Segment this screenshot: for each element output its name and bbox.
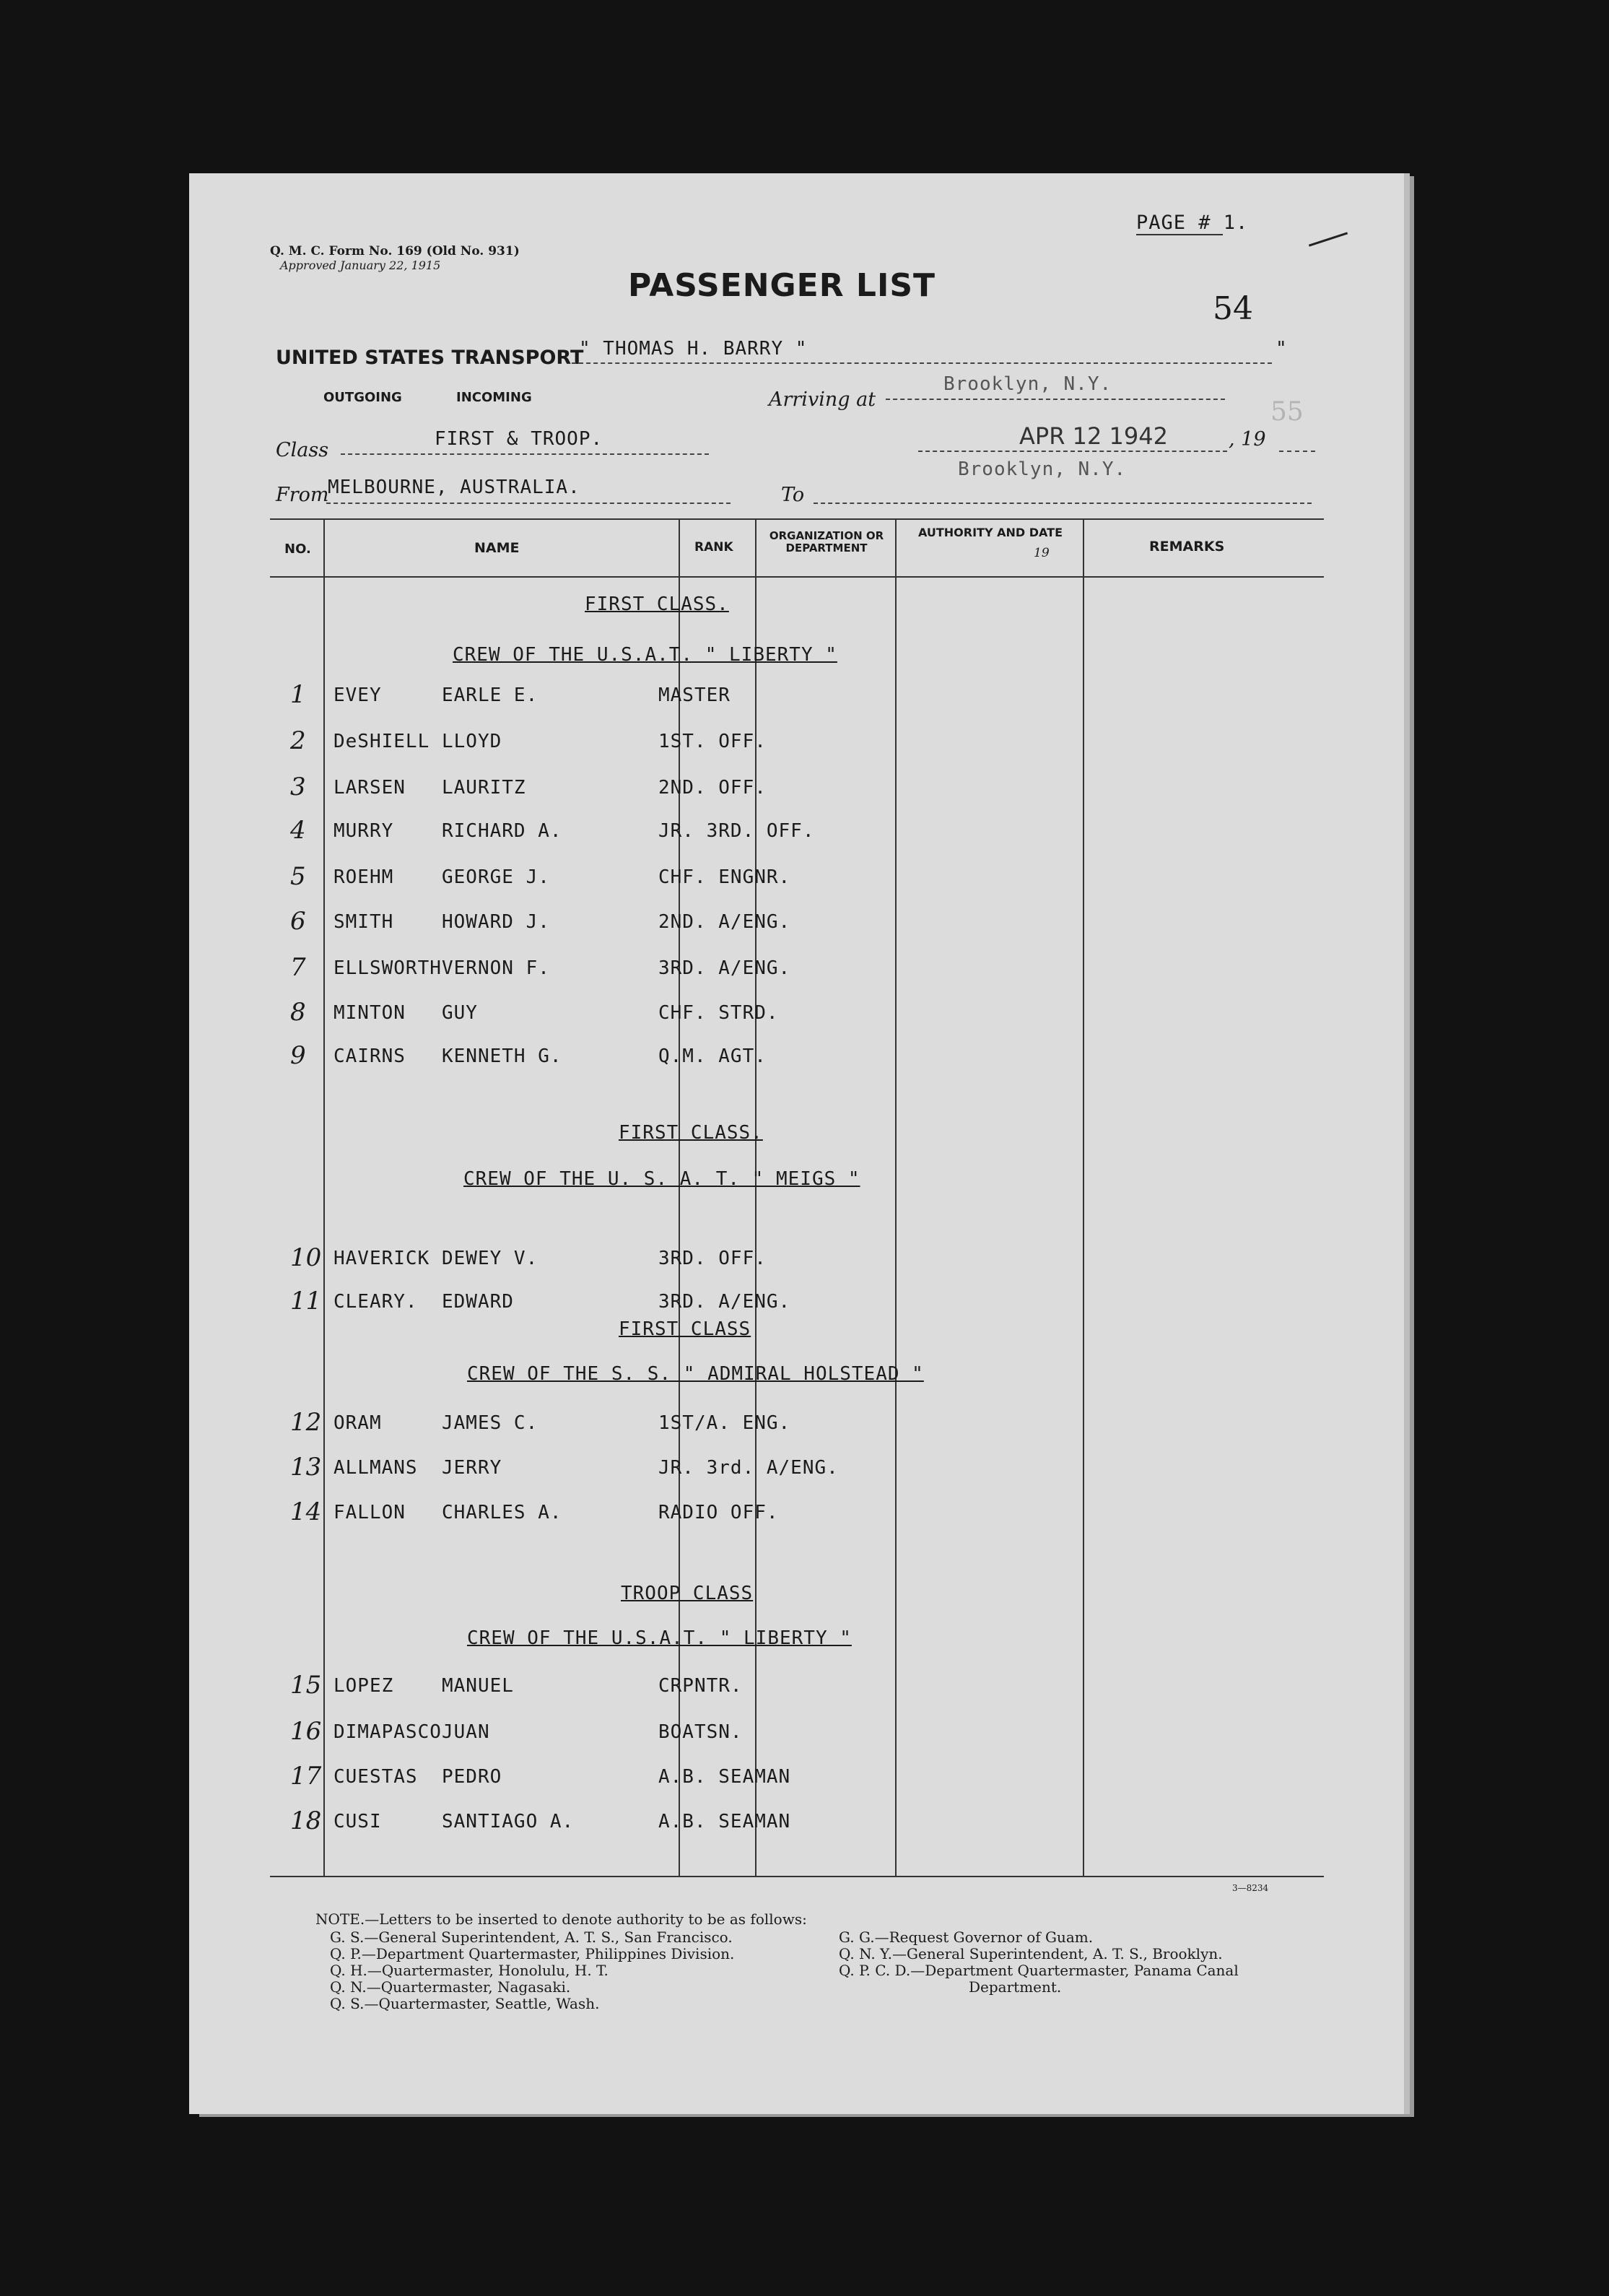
- note-right-3: Q. P. C. D.—Department Quartermaster, Panama Canal: [839, 1962, 1239, 1979]
- row-surname: HAVERICK: [333, 1248, 430, 1269]
- row-number: 7: [290, 953, 306, 982]
- transport-value: " THOMAS H. BARRY ": [579, 338, 808, 360]
- row-given-name: RICHARD A.: [442, 820, 562, 842]
- class-value: FIRST & TROOP.: [435, 428, 603, 450]
- row-surname: ORAM: [333, 1412, 382, 1434]
- note-left-5: Q. S.—Quartermaster, Seattle, Wash.: [330, 1995, 600, 2012]
- note-right-4: Department.: [969, 1978, 1062, 1996]
- table-header-rule: [270, 576, 1324, 578]
- row-given-name: GEORGE J.: [442, 866, 550, 888]
- row-given-name: KENNETH G.: [442, 1045, 562, 1067]
- col-divider-no: [323, 518, 325, 1877]
- transport-close-quote: ": [1276, 338, 1288, 360]
- row-rank: A.B. SEAMAN: [658, 1766, 791, 1788]
- row-given-name: GUY: [442, 1002, 478, 1024]
- row-surname: ROEHM: [333, 866, 394, 888]
- row-number: 6: [290, 907, 306, 936]
- row-rank: MASTER: [658, 684, 731, 706]
- row-surname: FALLON: [333, 1502, 406, 1523]
- note-left-4: Q. N.—Quartermaster, Nagasaki.: [330, 1978, 571, 1996]
- row-given-name: VERNON F.: [442, 957, 550, 979]
- row-rank: JR. 3rd. A/ENG.: [658, 1457, 839, 1479]
- row-number: 18: [290, 1806, 322, 1835]
- from-label: From: [276, 484, 329, 506]
- row-number: 12: [290, 1408, 322, 1437]
- row-given-name: JUAN: [442, 1721, 490, 1743]
- date-suffix: , 19: [1229, 428, 1266, 451]
- row-number: 11: [290, 1287, 322, 1316]
- row-rank: CHF. ENGNR.: [658, 866, 791, 888]
- col-divider-org: [895, 518, 897, 1877]
- arriving-label: Arriving at: [769, 388, 876, 411]
- row-rank: CHF. STRD.: [658, 1002, 779, 1024]
- row-surname: EVEY: [333, 684, 382, 706]
- note-right-1: G. G.—Request Governor of Guam.: [839, 1928, 1094, 1946]
- col-header-authority: AUTHORITY AND DATE: [917, 526, 1063, 539]
- row-rank: 1ST. OFF.: [658, 731, 767, 752]
- row-rank: 3RD. A/ENG.: [658, 1291, 791, 1313]
- passenger-list-sheet: [189, 173, 1404, 2114]
- section-heading-2: FIRST CLASS.: [619, 1122, 763, 1144]
- row-surname: CUSI: [333, 1811, 382, 1832]
- section-crew-2: CREW OF THE U. S. A. T. " MEIGS ": [463, 1168, 860, 1190]
- row-surname: MURRY: [333, 820, 394, 842]
- col-header-authority-year: 19: [1034, 546, 1050, 560]
- row-given-name: EARLE E.: [442, 684, 538, 706]
- row-rank: RADIO OFF.: [658, 1502, 779, 1523]
- row-given-name: LAURITZ: [442, 777, 526, 799]
- note-right-2: Q. N. Y.—General Superintendent, A. T. S., Brooklyn.: [839, 1945, 1223, 1962]
- incoming-label: INCOMING: [456, 390, 532, 405]
- transport-line: [572, 362, 1272, 364]
- col-divider-rank: [755, 518, 756, 1877]
- row-number: 8: [290, 998, 306, 1027]
- row-surname: LARSEN: [333, 777, 406, 799]
- row-given-name: SANTIAGO A.: [442, 1811, 575, 1832]
- table-bottom-rule: [270, 1876, 1324, 1877]
- row-number: 13: [290, 1453, 322, 1482]
- row-number: 17: [290, 1762, 322, 1791]
- row-number: 10: [290, 1243, 322, 1272]
- row-rank: JR. 3RD. OFF.: [658, 820, 815, 842]
- row-given-name: CHARLES A.: [442, 1502, 562, 1523]
- date-line: [918, 451, 1227, 452]
- table-top-rule: [270, 518, 1324, 520]
- row-number: 14: [290, 1497, 322, 1526]
- row-number: 3: [290, 773, 306, 801]
- row-surname: ALLMANS: [333, 1457, 418, 1479]
- col-divider-name: [679, 518, 680, 1877]
- year-line: [1279, 451, 1315, 452]
- outgoing-label: OUTGOING: [323, 390, 402, 405]
- row-given-name: MANUEL: [442, 1675, 514, 1697]
- section-crew-4: CREW OF THE U.S.A.T. " LIBERTY ": [467, 1627, 852, 1649]
- stamp-number: 54: [1213, 290, 1253, 327]
- to-value: Brooklyn, N.Y.: [958, 458, 1127, 480]
- arriving-line: [886, 399, 1225, 400]
- note-left-2: Q. P.—Department Quartermaster, Philippines Division.: [330, 1945, 735, 1962]
- section-heading-3: FIRST CLASS: [619, 1318, 751, 1340]
- col-header-organization: ORGANIZATION OR DEPARTMENT: [769, 529, 884, 555]
- row-number: 15: [290, 1671, 322, 1700]
- row-surname: DeSHIELL: [333, 731, 430, 752]
- col-header-rank: RANK: [694, 540, 733, 555]
- row-number: 2: [290, 726, 306, 755]
- from-value: MELBOURNE, AUSTRALIA.: [328, 477, 580, 498]
- row-surname: CLEARY.: [333, 1291, 418, 1313]
- row-given-name: HOWARD J.: [442, 911, 550, 933]
- class-label: Class: [276, 439, 329, 461]
- to-line: [814, 503, 1312, 504]
- row-surname: CUESTAS: [333, 1766, 418, 1788]
- col-header-no: NO.: [284, 542, 311, 557]
- row-rank: CRPNTR.: [658, 1675, 743, 1697]
- row-surname: MINTON: [333, 1002, 406, 1024]
- row-given-name: LLOYD: [442, 731, 502, 752]
- col-divider-authority: [1083, 518, 1084, 1877]
- section-heading-4: TROOP CLASS: [621, 1583, 754, 1604]
- col-header-name: NAME: [474, 540, 520, 556]
- row-given-name: JAMES C.: [442, 1412, 538, 1434]
- row-rank: Q.M. AGT.: [658, 1045, 767, 1067]
- row-surname: SMITH: [333, 911, 394, 933]
- note-right-list: [839, 1929, 1239, 1996]
- row-given-name: JERRY: [442, 1457, 502, 1479]
- page-number: PAGE # 1.: [1136, 212, 1249, 234]
- row-number: 4: [290, 816, 306, 845]
- from-line: [326, 503, 731, 504]
- page-underline: [1136, 234, 1223, 235]
- pen-mark: [1309, 232, 1348, 246]
- note-left-1: G. S.—General Superintendent, A. T. S., San Francisco.: [330, 1928, 733, 1946]
- class-line: [341, 453, 709, 455]
- row-rank: 3RD. OFF.: [658, 1248, 767, 1269]
- section-heading-1: FIRST CLASS.: [585, 593, 729, 615]
- transport-label: UNITED STATES TRANSPORT: [276, 347, 584, 369]
- row-rank: 2ND. A/ENG.: [658, 911, 791, 933]
- row-surname: ELLSWORTH: [333, 957, 442, 979]
- col-header-remarks: REMARKS: [1149, 539, 1225, 555]
- row-number: 9: [290, 1041, 306, 1070]
- form-number: Q. M. C. Form No. 169 (Old No. 931): [270, 244, 520, 258]
- row-rank: A.B. SEAMAN: [658, 1811, 791, 1832]
- form-approved: Approved January 22, 1915: [280, 258, 441, 272]
- row-rank: BOATSN.: [658, 1721, 743, 1743]
- row-number: 5: [290, 862, 306, 891]
- note-left-list: [330, 1929, 734, 2012]
- row-number: 16: [290, 1717, 322, 1746]
- note-lead: NOTE.—Letters to be inserted to denote authority to be as follows:: [315, 1910, 807, 1928]
- form-code: 3—8234: [1232, 1883, 1269, 1893]
- to-label: To: [781, 484, 805, 506]
- row-rank: 1ST/A. ENG.: [658, 1412, 791, 1434]
- row-rank: 2ND. OFF.: [658, 777, 767, 799]
- row-surname: LOPEZ: [333, 1675, 394, 1697]
- row-given-name: DEWEY V.: [442, 1248, 538, 1269]
- note-left-3: Q. H.—Quartermaster, Honolulu, H. T.: [330, 1962, 609, 1979]
- section-crew-1: CREW OF THE U.S.A.T. " LIBERTY ": [453, 644, 837, 666]
- date-stamp: APR 12 1942: [1019, 422, 1168, 450]
- row-surname: DIMAPASCO: [333, 1721, 442, 1743]
- arriving-value: Brooklyn, N.Y.: [943, 373, 1112, 395]
- page-title: PASSENGER LIST: [628, 267, 936, 304]
- row-given-name: EDWARD: [442, 1291, 514, 1313]
- section-crew-3: CREW OF THE S. S. " ADMIRAL HOLSTEAD ": [467, 1363, 924, 1385]
- row-given-name: PEDRO: [442, 1766, 502, 1788]
- faint-stamp-number: 55: [1270, 397, 1304, 427]
- row-surname: CAIRNS: [333, 1045, 406, 1067]
- row-number: 1: [290, 680, 306, 709]
- row-rank: 3RD. A/ENG.: [658, 957, 791, 979]
